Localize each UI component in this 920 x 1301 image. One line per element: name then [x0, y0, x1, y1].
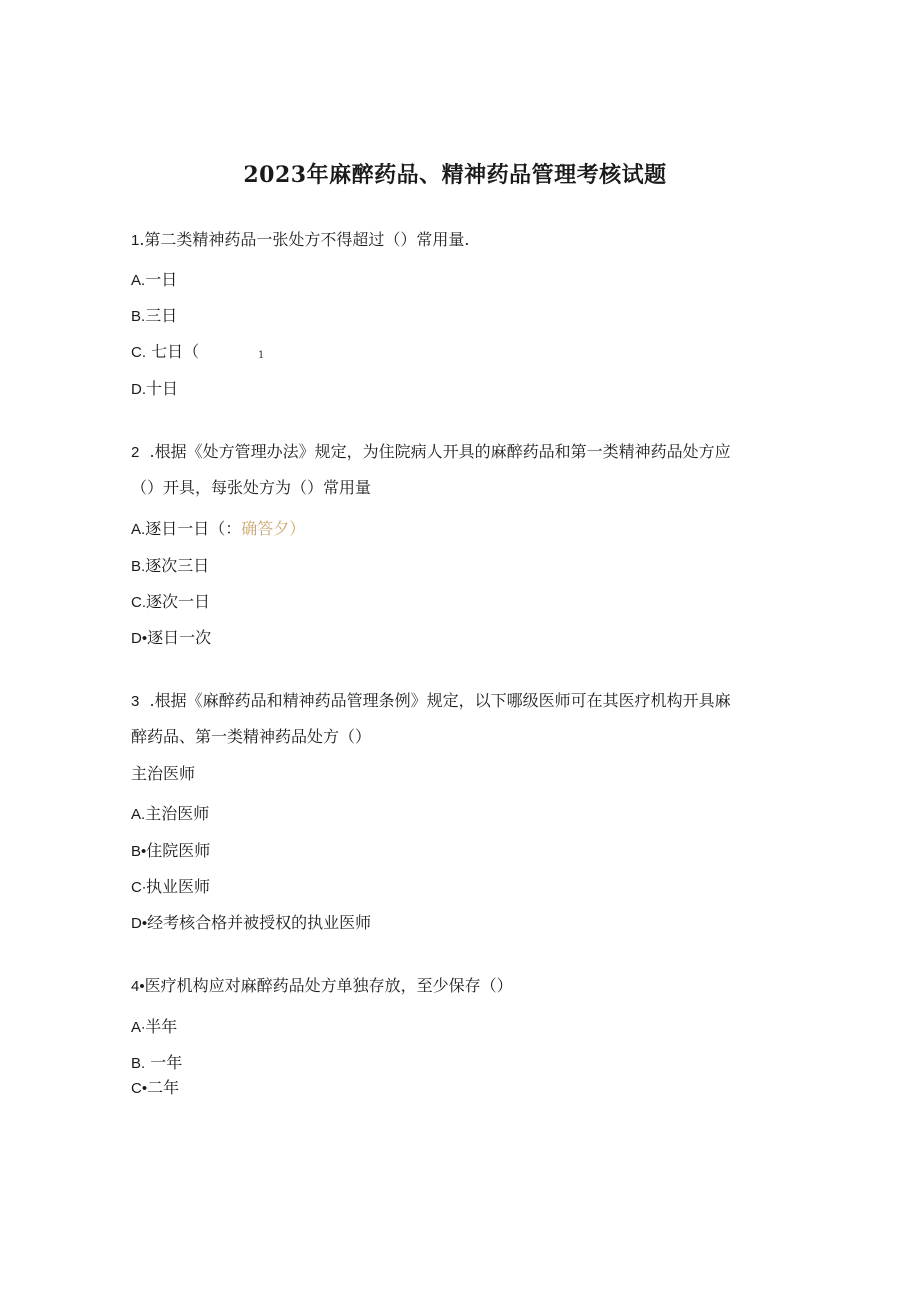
option-text: 逐次三日 [145, 556, 210, 575]
option-letter: A. [131, 521, 146, 538]
option-text: 三日 [145, 306, 178, 325]
question-number: 2 [131, 444, 140, 461]
option-text: 逐日一日（： [145, 519, 242, 538]
option-c [131, 592, 210, 613]
option-letter: D. [131, 381, 146, 398]
option-d [131, 628, 211, 649]
option-text: 经考核合格并被授权的执业医师 [147, 913, 372, 932]
page-title: 2023年麻醉药品、精神药品管理考核试题 [243, 162, 667, 188]
option-letter: C• [131, 1080, 148, 1097]
option-b [131, 841, 210, 862]
option-letter: A. [131, 806, 146, 823]
question-2-line-1 [131, 442, 731, 463]
option-letter: B• [131, 843, 147, 860]
question-number: 3 [131, 693, 140, 710]
option-text: 二年 [147, 1078, 180, 1097]
option-text: 一年 [145, 1053, 183, 1072]
option-text: 七日（ [146, 342, 200, 361]
option-b [131, 306, 177, 327]
question-2-line-2 [131, 478, 371, 498]
question-number: 4• [131, 978, 145, 995]
option-text: 十日 [146, 379, 179, 398]
option-c [131, 877, 210, 898]
option-a [131, 1017, 177, 1038]
question-text: .根据《麻醉药品和精神药品管理条例》规定，以下哪级医师可在其医疗机构开具麻 [139, 691, 731, 710]
option-a [131, 804, 209, 825]
option-letter: B. [131, 308, 146, 325]
option-text: 主治医师 [145, 804, 210, 823]
answer-annotation: 确答夕） [241, 519, 306, 538]
option-letter: C. [131, 594, 146, 611]
option-letter: A∙ [131, 1019, 146, 1036]
question-text: 医疗机构应对麻醉药品处方单独存放，至少保存（） [144, 976, 513, 995]
option-letter: B. [131, 558, 146, 575]
option-text: 半年 [145, 1017, 178, 1036]
option-text: 执业医师 [146, 877, 211, 896]
option-d [131, 379, 178, 400]
option-text: 逐日一次 [147, 628, 212, 647]
option-a [131, 519, 305, 540]
question-text: .第二类精神药品一张处方不得超过（）常用量. [139, 230, 470, 249]
option-letter: C. [131, 344, 146, 361]
question-1-line-1 [131, 230, 470, 251]
option-c [131, 342, 199, 363]
question-text: .根据《处方管理办法》规定，为住院病人开具的麻醉药品和第一类精神药品处方应 [139, 442, 731, 461]
option-letter: A. [131, 272, 146, 289]
question-4-line-1 [131, 976, 513, 997]
question-text: （）开具，每张处方为（）常用量 [131, 478, 372, 497]
option-c [131, 1078, 179, 1099]
option-letter: B. [131, 1055, 146, 1072]
option-a [131, 270, 177, 291]
option-text: 逐次一日 [146, 592, 211, 611]
question-3-line-1 [131, 691, 731, 712]
option-text: 一日 [145, 270, 178, 289]
footnote-marker: 1 [258, 350, 265, 361]
question-text: 醉药品、第一类精神药品处方（） [131, 727, 372, 746]
option-letter: D• [131, 630, 148, 647]
option-letter: D• [131, 915, 148, 932]
option-letter: C∙ [131, 879, 146, 896]
option-text: 住院医师 [146, 841, 211, 860]
option-b [131, 1053, 182, 1074]
option-d [131, 913, 371, 934]
question-3-line-2 [131, 727, 371, 747]
question-3-extra: 主治医师 [131, 764, 196, 783]
question-number: 1 [131, 232, 140, 249]
option-b [131, 556, 209, 577]
